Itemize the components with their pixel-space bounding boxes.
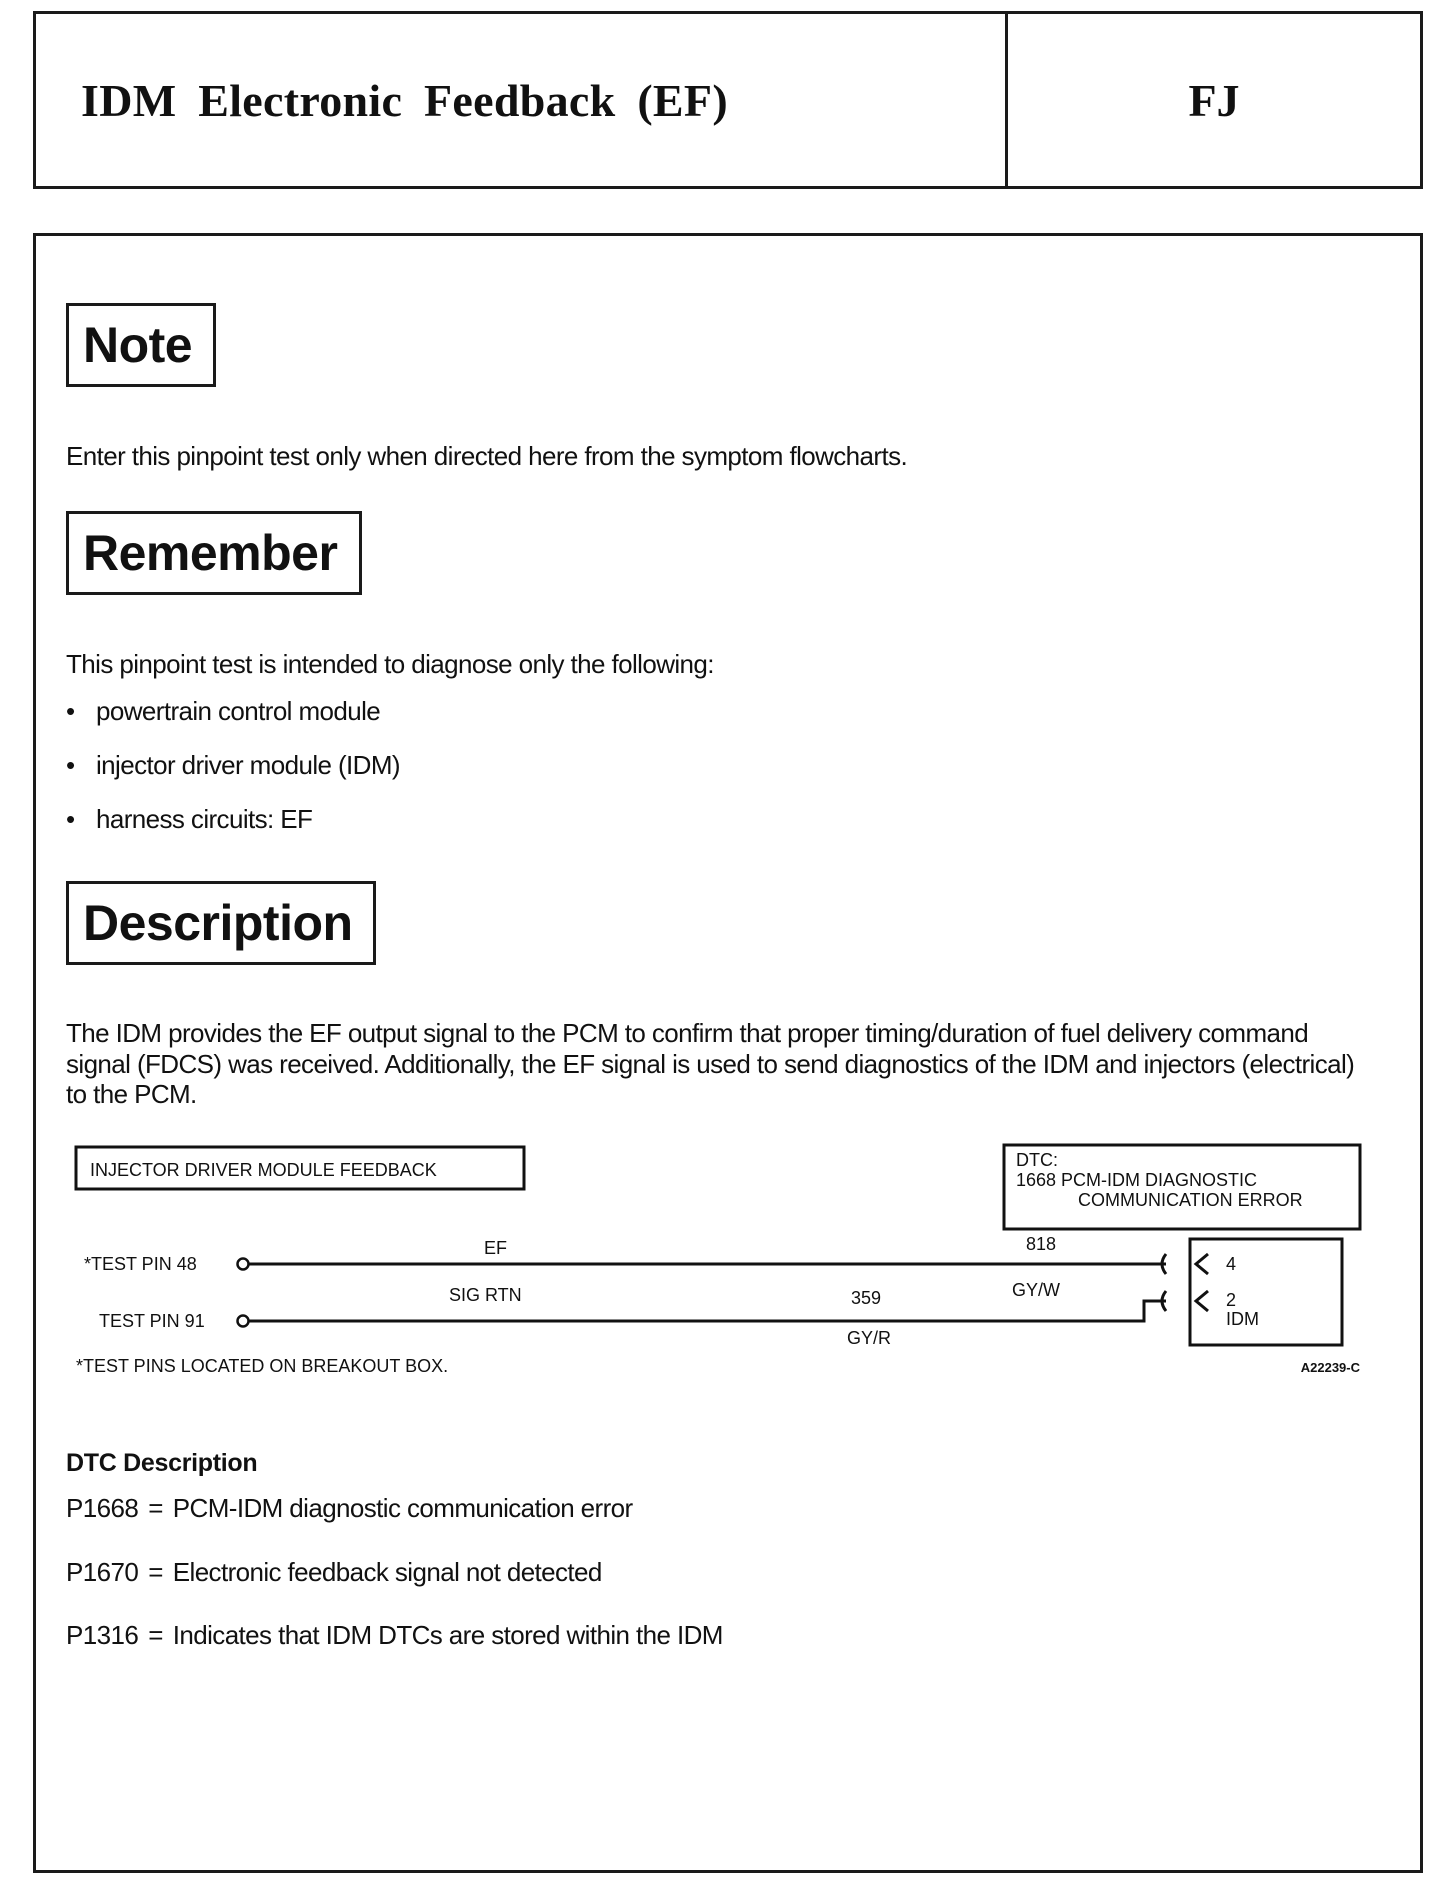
- note-label: Note: [66, 303, 216, 387]
- content-box: [33, 233, 1423, 1873]
- ef-circuit-number: 818: [1026, 1234, 1057, 1254]
- bullet-icon: •: [66, 750, 75, 780]
- sig-rtn-wire: [249, 1301, 1166, 1321]
- dtc-equals: =: [148, 1493, 163, 1523]
- dtc-row: [66, 1620, 723, 1651]
- bullet-icon: •: [66, 804, 75, 834]
- figure-id: A22239-C: [1300, 1360, 1360, 1375]
- description-text: The IDM provides the EF output signal to the PCM to confirm that proper timing/duration of fuel delivery command signal (FDCS) was received. Additionally, the EF signal is used to send diagnostics of the IDM and injectors (electrical) to the PCM.: [66, 1018, 1355, 1110]
- dtc-text: Indicates that IDM DTCs are stored within the IDM: [172, 1620, 723, 1650]
- sig-rtn-circuit-number: 359: [851, 1288, 882, 1308]
- remember-label: Remember: [66, 511, 362, 595]
- diagram-footnote: *TEST PINS LOCATED ON BREAKOUT BOX.: [76, 1356, 449, 1376]
- idm-pin-2-icon: [1196, 1291, 1208, 1311]
- dtc-equals: =: [148, 1557, 163, 1587]
- dtc-text: Electronic feedback signal not detected: [172, 1557, 602, 1587]
- dtc-text: PCM-IDM diagnostic communication error: [172, 1493, 633, 1523]
- remember-intro: This pinpoint test is intended to diagnose only the following:: [66, 649, 714, 679]
- bullet-icon: •: [66, 696, 75, 726]
- sig-rtn-wire-label: SIG RTN: [449, 1285, 522, 1305]
- idm-pin-4-label: 4: [1226, 1254, 1237, 1274]
- dtc-code: P1668: [66, 1493, 139, 1523]
- dtc-row: [66, 1557, 602, 1588]
- ef-wire-color: GY/W: [1012, 1280, 1060, 1300]
- dtc-box-line2: 1668 PCM-IDM DIAGNOSTIC: [1016, 1170, 1258, 1190]
- test-pin-48-label: *TEST PIN 48: [84, 1254, 197, 1274]
- ef-wire-label: EF: [484, 1238, 508, 1258]
- diagram-title: INJECTOR DRIVER MODULE FEEDBACK: [90, 1160, 437, 1180]
- test-pin-91-label: TEST PIN 91: [99, 1311, 205, 1331]
- list-item-text: harness circuits: EF: [96, 804, 313, 834]
- idm-box: [1190, 1239, 1342, 1345]
- dtc-box-line3: COMMUNICATION ERROR: [1078, 1190, 1303, 1210]
- dtc-equals: =: [148, 1620, 163, 1650]
- description-label: Description: [66, 881, 376, 965]
- list-item-text: injector driver module (IDM): [96, 750, 400, 780]
- dtc-description-heading: DTC Description: [66, 1449, 258, 1477]
- dtc-code: P1316: [66, 1620, 139, 1650]
- test-code: FJ: [1188, 74, 1240, 126]
- list-item-text: powertrain control module: [96, 696, 381, 726]
- header-box: [33, 11, 1423, 189]
- test-pin-48-icon: [238, 1259, 249, 1270]
- test-pin-91-icon: [238, 1316, 249, 1327]
- idm-pin-4-icon: [1196, 1254, 1208, 1274]
- dtc-row: [66, 1493, 633, 1524]
- sig-rtn-wire-color: GY/R: [847, 1328, 892, 1348]
- page-title: IDM Electronic Feedback (EF): [36, 14, 1008, 186]
- idm-pin-2-label: 2: [1226, 1290, 1237, 1310]
- dtc-box-line1: DTC:: [1016, 1150, 1058, 1170]
- note-text: Enter this pinpoint test only when directed here from the symptom flowcharts.: [66, 441, 908, 471]
- dtc-code: P1670: [66, 1557, 139, 1587]
- idm-label: IDM: [1226, 1309, 1259, 1329]
